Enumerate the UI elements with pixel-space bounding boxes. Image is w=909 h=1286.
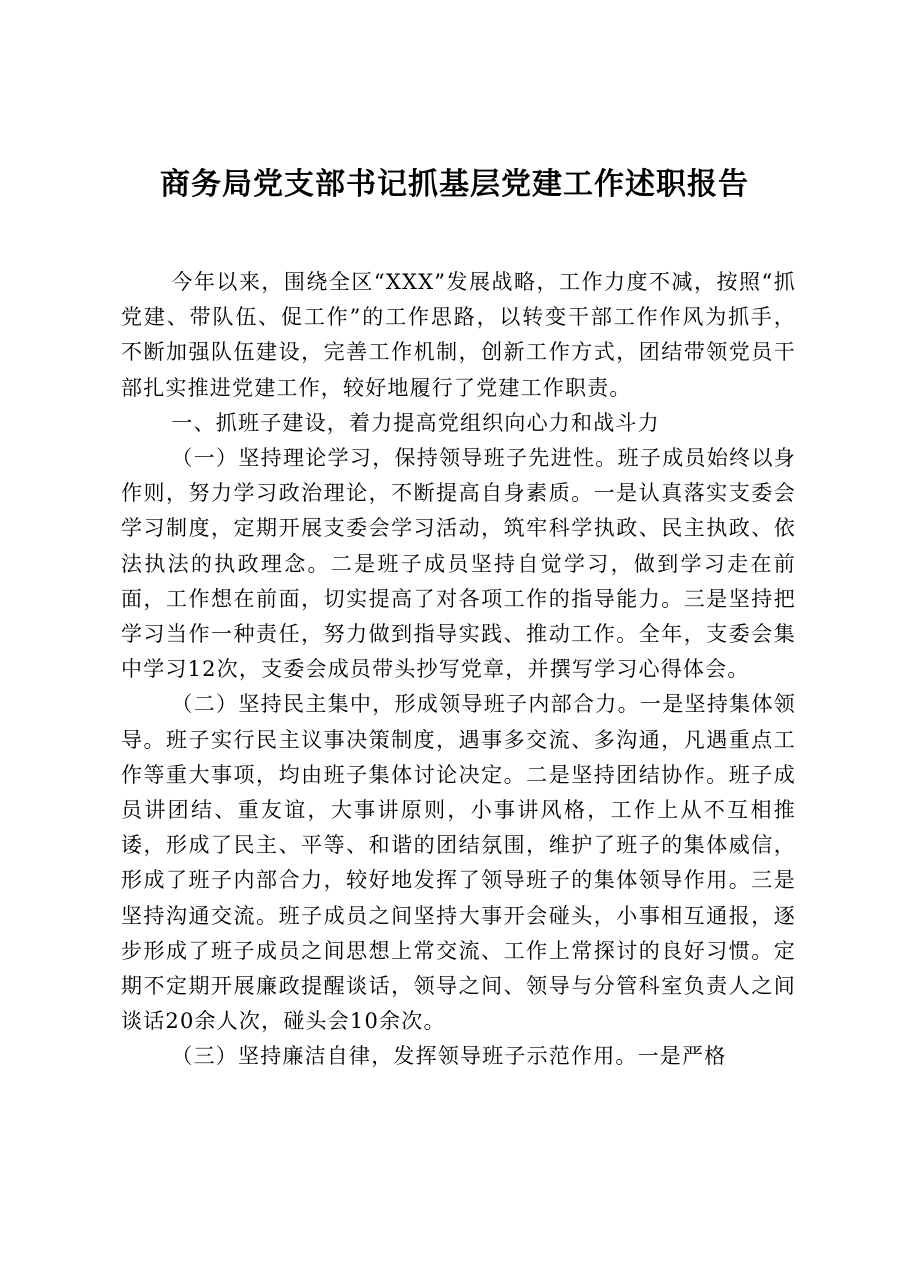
section-heading-1: 一、抓班子建设，着力提高党组织向心力和战斗力	[171, 410, 660, 435]
paragraph-theory-study: （一）坚持理论学习，保持领导班子先进性。班子成员始终以身作则，努力学习政治理论，不断提高自身素质。一是认真落实支委会学习制度，定期开展支委会学习活动，筑牢科学执政、民主执政、依法执法的执政理念。二是班子成员坚持自觉学习，做到学习走在前面，工作想在前面，切实提高了对各项工作的指导能力。三是坚持把学习当作一种责任，努力做到指导实践、推动工作。全年，支委会集中学习12次，支委会成员带头抄写党章，并撰写学习心得体会。	[121, 446, 796, 682]
paragraph-democratic-centralism: （二）坚持民主集中，形成领导班子内部合力。一是坚持集体领导。班子实行民主议事决策制度，遇事多交流、多沟通，凡遇重点工作等重大事项，均由班子集体讨论决定。二是坚持团结协作。班子成员讲团结、重友谊，大事讲原则，小事讲风格，工作上从不互相推诿，形成了民主、平等、和谐的团结氛围，维护了班子的集体威信，形成了班子内部合力，较好地发挥了领导班子的集体领导作用。三是坚持沟通交流。班子成员之间坚持大事开会碰头，小事相互通报，逐步形成了班子成员之间思想上常交流、工作上常探讨的良好习惯。定期不定期开展廉政提醒谈话，领导之间、领导与分管科室负责人之间谈话20余人次，碰头会10余次。	[121, 692, 796, 1034]
paragraph-intro: 今年以来，围绕全区“XXX”发展战略，工作力度不减，按照“抓党建、带队伍、促工作”的工作思路，以转变干部工作作风为抓手，不断加强队伍建设，完善工作机制，创新工作方式，团结带领党员干部扎实推进党建工作，较好地履行了党建工作职责。	[121, 270, 796, 400]
document-body	[121, 265, 796, 1075]
paragraph-integrity: （三）坚持廉洁自律，发挥领导班子示范作用。一是严格	[171, 1044, 727, 1069]
document-title: 商务局党支部书记抓基层党建工作述职报告	[160, 167, 749, 202]
